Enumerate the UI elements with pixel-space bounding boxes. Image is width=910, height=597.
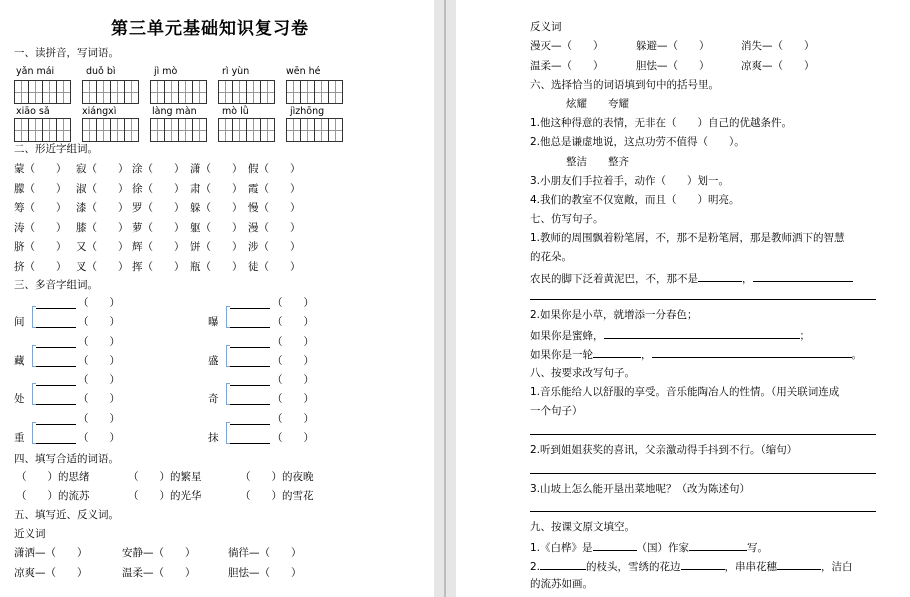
ant-4: 温柔—（ ）: [530, 60, 604, 72]
polyphone-char: 间: [14, 316, 25, 328]
brace: [32, 383, 36, 405]
near-char-cell: 朦（ ）: [14, 182, 67, 195]
polyphone-char: 盛: [208, 354, 219, 367]
answer-blank[interactable]: [593, 346, 641, 358]
pinyin-paren: （ ）: [78, 412, 120, 425]
pinyin-paren: （ ）: [272, 393, 314, 405]
polyphone-char: 重: [14, 431, 25, 444]
answer-line[interactable]: [530, 473, 876, 474]
answer-blank[interactable]: [230, 404, 270, 405]
answer-blank[interactable]: [36, 327, 76, 328]
answer-blank[interactable]: [540, 558, 586, 570]
q6-4: 4.我们的教室不仅宽敞，而且（ ）明亮。: [530, 194, 740, 206]
syn-3: 徜徉—（ ）: [228, 547, 302, 559]
pinyin-2: duǒ bì: [86, 66, 116, 77]
answer-blank[interactable]: [230, 443, 270, 444]
pinyin-paren: （ ）: [78, 335, 120, 348]
answer-blank[interactable]: [652, 346, 852, 358]
q9-2: 2. 的枝头，雪绣的花边 ，串串花穗 ，洁白: [530, 558, 853, 574]
tian-grid-3[interactable]: [150, 80, 206, 104]
fill-1: （ ）的思绪: [16, 471, 90, 483]
near-char-cell: 淑（ ）: [76, 182, 129, 195]
answer-blank[interactable]: [777, 558, 821, 570]
tian-grid-8[interactable]: [150, 118, 206, 142]
q7-1-prompt: 农民的脚下泛着黄泥巴，不，那不是 ，: [530, 270, 853, 286]
q8-1-line2: 一个句子）: [530, 405, 583, 417]
q9-2-line2: 的流苏如画。: [530, 578, 593, 590]
q8-2: 2.听到姐姐获奖的喜讯，父亲激动得手抖到不行。（缩句）: [530, 444, 798, 456]
tian-grid-10[interactable]: [286, 118, 342, 142]
tian-grid-5[interactable]: [286, 80, 342, 104]
near-char-cell: 肃（ ）: [190, 182, 243, 195]
pinyin-paren: （ ）: [272, 431, 314, 444]
ant-5: 胆怯—（ ）: [636, 60, 710, 72]
pinyin-7: xiángxì: [82, 106, 117, 117]
pinyin-5: wēn hé: [286, 66, 321, 77]
right-page: [456, 0, 910, 597]
pinyin-paren: （ ）: [272, 335, 314, 348]
pinyin-paren: （ ）: [272, 374, 314, 386]
near-char-cell: 漫（ ）: [248, 221, 301, 234]
polyphone-char: 曝: [208, 316, 219, 328]
answer-blank[interactable]: [36, 443, 76, 444]
syn-1: 潇洒—（ ）: [14, 547, 88, 559]
ant-1: 漫灭—（ ）: [530, 40, 604, 52]
near-char-cell: 挤（ ）: [14, 260, 67, 273]
near-char-cell: 饼（ ）: [190, 241, 243, 253]
near-char-cell: 叉（ ）: [76, 260, 129, 273]
brace: [32, 422, 36, 444]
near-char-cell: 徐（ ）: [132, 182, 185, 195]
page-divider: [444, 0, 446, 597]
section-1-heading: 一、读拼音，写词语。: [14, 47, 119, 59]
antonym-label: 反义词: [530, 21, 562, 33]
pinyin-paren: （ ）: [272, 354, 314, 367]
near-char-cell: 挥（ ）: [132, 260, 185, 273]
syn-2: 安静—（ ）: [122, 547, 196, 559]
near-char-cell: 慢（ ）: [248, 202, 301, 214]
polyphone-char: 奇: [208, 393, 219, 405]
brace: [32, 306, 36, 328]
syn-5: 温柔—（ ）: [122, 567, 196, 579]
pinyin-paren: （ ）: [272, 316, 314, 328]
answer-blank[interactable]: [593, 539, 637, 551]
answer-blank[interactable]: [230, 308, 270, 309]
brace: [226, 345, 230, 367]
answer-blank[interactable]: [753, 270, 853, 282]
fill-5: （ ）的光华: [128, 490, 202, 502]
pinyin-paren: （ ）: [78, 431, 120, 444]
brace: [226, 306, 230, 328]
brace: [226, 422, 230, 444]
near-char-cell: 潇（ ）: [190, 163, 243, 175]
tian-grid-7[interactable]: [82, 118, 138, 142]
q7-1-line2: 的花朵。: [530, 251, 572, 263]
synonym-label: 近义词: [14, 528, 46, 540]
pinyin-6: xiāo sǎ: [16, 106, 50, 117]
brace: [32, 345, 36, 367]
tian-grid-6[interactable]: [14, 118, 70, 142]
word-pair-2: 整洁 整齐: [566, 156, 629, 168]
pinyin-paren: （ ）: [78, 393, 120, 405]
q8-3: 3.山坡上怎么能开垦出菜地呢？（改为陈述句）: [530, 483, 751, 495]
answer-blank[interactable]: [681, 558, 725, 570]
pinyin-paren: （ ）: [272, 412, 314, 425]
section-9-heading: 九、按课文原文填空。: [530, 521, 635, 533]
answer-blank[interactable]: [230, 327, 270, 328]
pinyin-9: mò lǜ: [222, 106, 249, 117]
pinyin-1: yǎn mái: [16, 66, 55, 77]
near-char-cell: 漆（ ）: [76, 202, 129, 214]
answer-blank[interactable]: [230, 385, 270, 386]
fill-2: （ ）的繁星: [128, 471, 202, 483]
answer-blank[interactable]: [230, 424, 270, 425]
near-char-cell: 脐（ ）: [14, 241, 67, 253]
answer-line[interactable]: [530, 434, 876, 435]
ant-3: 消失—（ ）: [741, 40, 815, 52]
q7-2-line1: 2.如果你是小草，就增添一分春色；: [530, 309, 698, 321]
answer-blank[interactable]: [36, 424, 76, 425]
pinyin-paren: （ ）: [272, 297, 314, 309]
polyphone-char: 藏: [14, 354, 25, 367]
section-4-heading: 四、填写合适的词语。: [14, 453, 119, 465]
q7-2-sun: 如果你是一轮 ， 。: [530, 346, 862, 362]
answer-blank[interactable]: [689, 539, 747, 551]
q6-1: 1.他这种得意的表情，无非在（ ）自己的优越条件。: [530, 117, 793, 129]
tian-grid-1[interactable]: [14, 80, 70, 104]
brace: [226, 383, 230, 405]
polyphone-char: 处: [14, 393, 25, 405]
section-7-heading: 七、仿写句子。: [530, 213, 604, 225]
answer-blank[interactable]: [36, 366, 76, 367]
fill-3: （ ）的夜晚: [240, 471, 314, 483]
pinyin-paren: （ ）: [78, 354, 120, 367]
ant-6: 凉爽—（ ）: [741, 60, 815, 72]
near-char-cell: 涛（ ）: [14, 221, 67, 234]
near-char-cell: 罗（ ）: [132, 202, 185, 214]
section-3-heading: 三、多音字组词。: [14, 279, 98, 291]
near-char-cell: 瓶（ ）: [190, 260, 243, 273]
q6-2: 2.他总是谦虚地说，这点功劳不值得（ ）。: [530, 136, 745, 148]
near-char-cell: 躲（ ）: [190, 202, 243, 214]
pinyin-paren: （ ）: [78, 374, 120, 386]
tian-grid-2[interactable]: [82, 80, 138, 104]
near-char-cell: 蒙（ ）: [14, 163, 67, 175]
pinyin-paren: （ ）: [78, 297, 120, 309]
q7-2-bee: 如果你是蜜蜂， ；: [530, 327, 810, 343]
section-8-heading: 八、按要求改写句子。: [530, 367, 635, 379]
q8-1-line1: 1.音乐能给人以舒服的享受。音乐能陶冶人的性情。（用关联词连成: [530, 386, 840, 398]
answer-blank[interactable]: [604, 327, 800, 339]
section-6-heading: 六、选择恰当的词语填到句中的括号里。: [530, 79, 719, 91]
q6-3: 3.小朋友们手拉着手，动作（ ）划一。: [530, 175, 730, 187]
near-char-cell: 躯（ ）: [190, 221, 243, 234]
fill-6: （ ）的雪花: [240, 490, 314, 502]
polyphone-char: 抹: [208, 431, 219, 444]
near-char-cell: 徒（ ）: [248, 260, 301, 273]
near-char-cell: 辉（ ）: [132, 241, 185, 253]
pinyin-4: rì yùn: [222, 66, 250, 77]
near-char-cell: 膝（ ）: [76, 221, 129, 234]
near-char-cell: 筹（ ）: [14, 202, 67, 214]
answer-blank[interactable]: [230, 366, 270, 367]
near-char-cell: 假（ ）: [248, 163, 301, 175]
tian-grid-9[interactable]: [218, 118, 274, 142]
tian-grid-4[interactable]: [218, 80, 274, 104]
syn-6: 胆怯—（ ）: [228, 567, 302, 579]
pinyin-10: jìzhōng: [290, 106, 325, 117]
answer-line[interactable]: [530, 511, 876, 512]
near-char-cell: 涂（ ）: [132, 163, 185, 175]
near-char-cell: 寂（ ）: [76, 163, 129, 175]
section-5-heading: 五、填写近、反义词。: [14, 509, 119, 521]
ant-2: 躲避—（ ）: [636, 40, 710, 52]
section-2-heading: 二、形近字组词。: [14, 143, 98, 155]
syn-4: 凉爽—（ ）: [14, 567, 88, 579]
pinyin-paren: （ ）: [78, 316, 120, 328]
left-page: [0, 0, 434, 597]
answer-blank[interactable]: [36, 404, 76, 405]
answer-blank[interactable]: [36, 347, 76, 348]
answer-blank[interactable]: [36, 308, 76, 309]
answer-line[interactable]: [530, 299, 876, 300]
near-char-cell: 涉（ ）: [248, 241, 301, 253]
word-pair-1: 炫耀 夸耀: [566, 98, 629, 110]
answer-blank[interactable]: [36, 385, 76, 386]
answer-blank[interactable]: [230, 347, 270, 348]
fill-4: （ ）的流苏: [16, 490, 90, 502]
q9-1: 1.《白桦》是 （国）作家 写。: [530, 539, 768, 555]
q7-1-line1: 1.教师的周围飘着粉笔屑，不，那不是粉笔屑，那是教师洒下的智慧: [530, 232, 845, 244]
answer-blank[interactable]: [698, 270, 742, 282]
near-char-cell: 萝（ ）: [132, 221, 185, 234]
near-char-cell: 霞（ ）: [248, 182, 301, 195]
pinyin-8: làng màn: [152, 106, 197, 117]
page-title: 第三单元基础知识复习卷: [111, 19, 309, 39]
near-char-cell: 又（ ）: [76, 241, 129, 253]
pinyin-3: jì mò: [154, 66, 178, 77]
